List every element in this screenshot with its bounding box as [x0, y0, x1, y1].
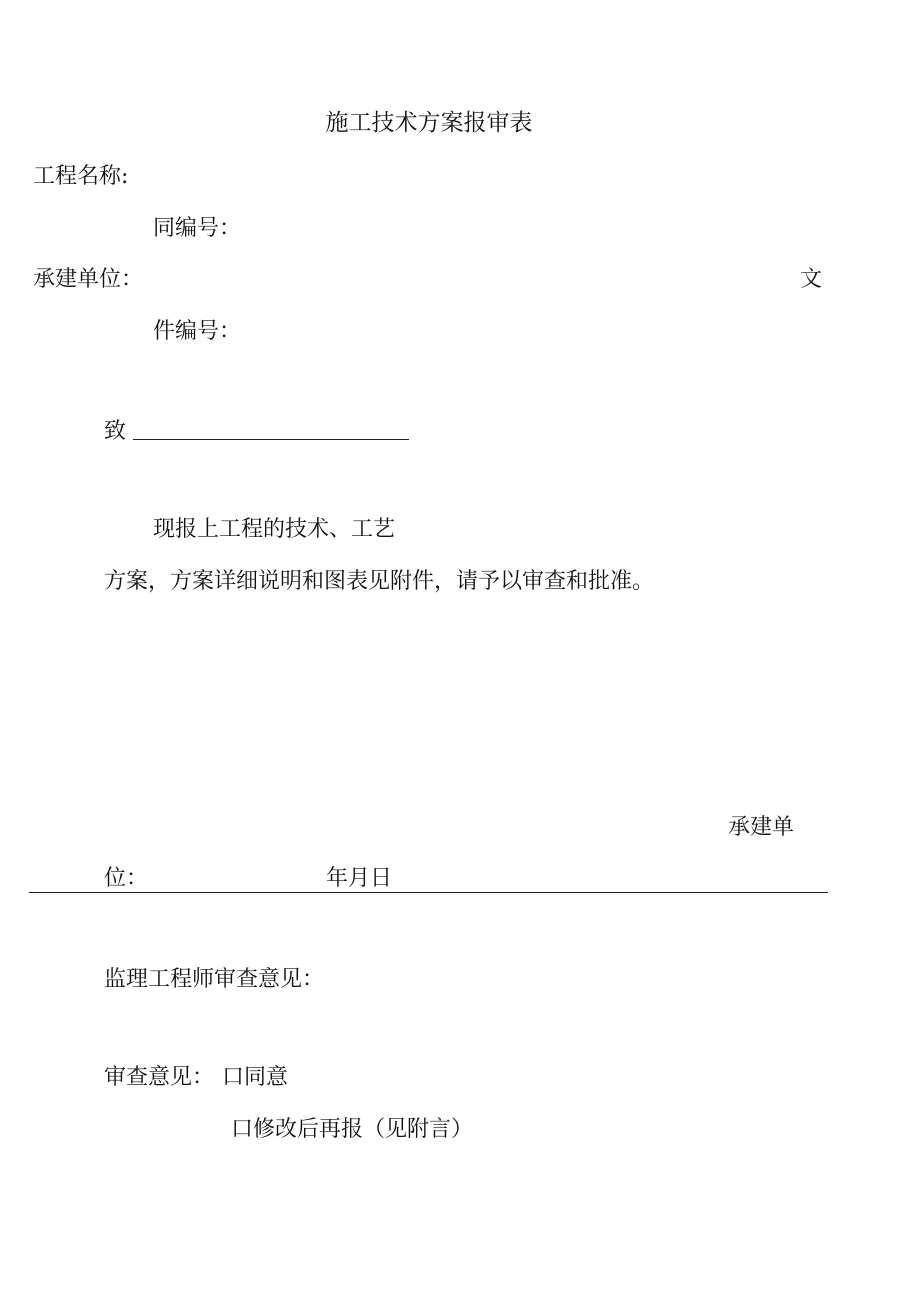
signature-label-start: 承建单: [728, 815, 795, 840]
project-name-label: 工程名称:: [33, 164, 129, 189]
form-title: 施工技术方案报审表: [325, 110, 533, 136]
file-number-label-end: 件编号：: [153, 319, 242, 344]
review-opinion-label: 审查意见：: [104, 1065, 215, 1090]
body-text-line-2: 方案，方案详细说明和图表见附件，请予以审查和批准。: [104, 569, 655, 594]
recipient-blank-line: [133, 439, 409, 440]
date-label: 年月日: [326, 866, 393, 891]
option-resubmit[interactable]: 口修改后再报（见附言）: [231, 1117, 474, 1142]
signature-label-end: 位：: [104, 866, 149, 891]
body-text-line-1: 现报上工程的技术、工艺: [153, 517, 396, 542]
to-label: 致: [104, 419, 127, 444]
contractor-label: 承建单位：: [33, 267, 144, 292]
section-divider: [29, 892, 828, 893]
contract-number-label: 同编号：: [153, 216, 242, 241]
engineer-opinion-label: 监理工程师审查意见：: [104, 967, 325, 992]
file-number-label-start: 文: [800, 267, 823, 292]
option-agree[interactable]: 口同意: [222, 1065, 289, 1090]
